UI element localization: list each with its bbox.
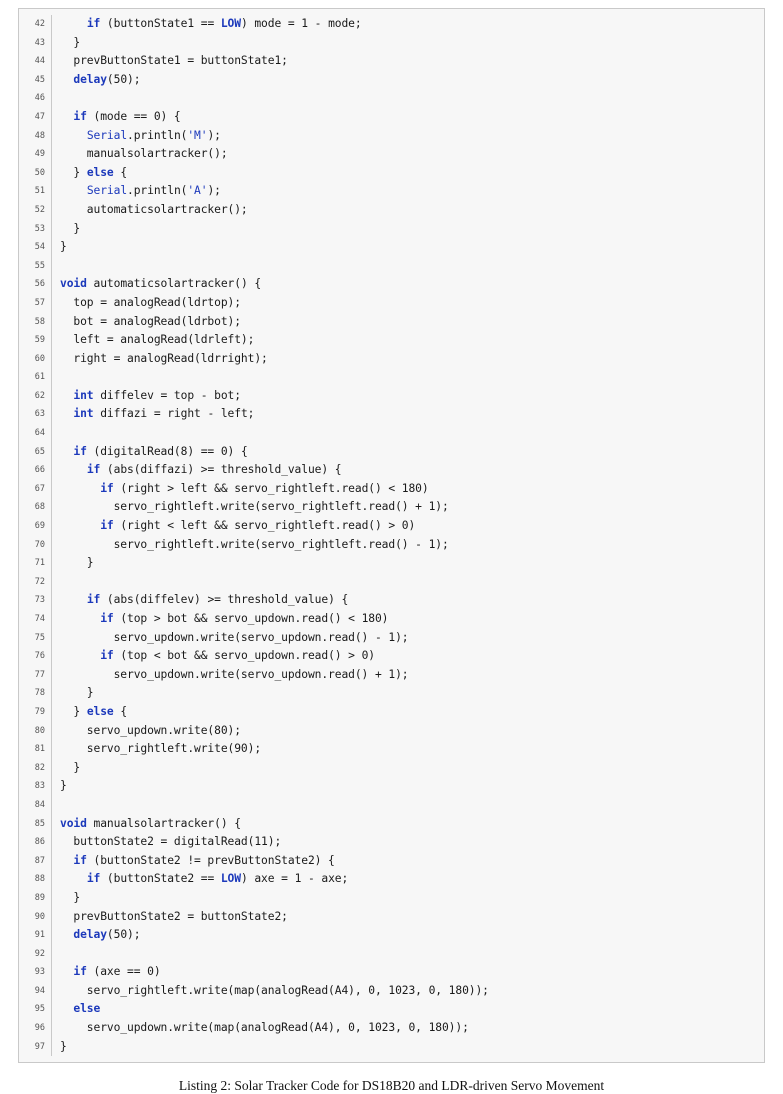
code-text [52, 1019, 764, 1038]
code-text [52, 127, 764, 146]
code-text [52, 833, 764, 852]
code-line [19, 108, 764, 127]
code-text [52, 443, 764, 462]
line-number: 55 [34, 260, 45, 271]
line-number: 48 [34, 130, 45, 141]
code-token: (buttonState2 == [100, 872, 221, 886]
code-text [52, 405, 764, 424]
code-token-kw: if [86, 17, 101, 30]
line-number: 44 [34, 56, 45, 67]
code-text [52, 350, 764, 369]
code-text [52, 759, 764, 778]
code-text [52, 1000, 764, 1019]
code-text [52, 591, 764, 610]
line-number: 95 [34, 1004, 45, 1015]
code-text [52, 722, 764, 741]
code-token: servo_rightleft.write(servo_rightleft.read() + 1); [60, 500, 449, 514]
code-line [19, 424, 764, 443]
code-token-kw: if [100, 519, 114, 533]
code-line [19, 368, 764, 387]
code-token-kw: delay [73, 928, 107, 942]
code-text [52, 461, 764, 480]
code-text [52, 71, 764, 90]
code-token-kw: LOW [220, 17, 241, 30]
code-token: prevButtonState1 = buttonState1; [60, 54, 288, 68]
code-token: servo_updown.write(servo_updown.read() + 1); [60, 667, 409, 681]
line-number: 50 [34, 167, 45, 178]
code-token: servo_rightleft.write(servo_rightleft.read() - 1); [60, 537, 449, 551]
code-line [19, 238, 764, 257]
code-line [19, 461, 764, 480]
code-token [60, 445, 73, 458]
code-line [19, 759, 764, 778]
code-line [19, 182, 764, 201]
code-token [60, 407, 73, 420]
code-token-kw: if [100, 649, 114, 663]
code-token: ) mode = 1 - mode; [240, 17, 362, 30]
code-text [52, 294, 764, 313]
code-token: { [113, 704, 128, 718]
line-number: 94 [34, 985, 45, 996]
code-line [19, 796, 764, 815]
line-number: 70 [34, 539, 45, 550]
code-token-kw: if [73, 853, 87, 867]
code-token-kw: void [60, 816, 87, 830]
code-text [52, 145, 764, 164]
code-token-kw: if [86, 593, 101, 607]
code-text [52, 852, 764, 871]
line-number: 47 [34, 111, 45, 122]
code-token [60, 17, 87, 30]
code-token [60, 129, 87, 142]
code-token: (buttonState2 != prevButtonState2) { [86, 853, 335, 867]
code-token: { [113, 165, 128, 179]
code-text [52, 815, 764, 834]
code-token-kw: void [60, 277, 87, 291]
code-token: servo_updown.write(servo_updown.read() - 1); [60, 630, 409, 644]
code-text [52, 89, 764, 108]
code-token: } [60, 240, 67, 254]
line-number: 51 [34, 186, 45, 197]
code-text [52, 740, 764, 759]
line-number: 64 [34, 428, 45, 439]
code-token [60, 649, 100, 662]
code-token-kw: LOW [220, 872, 241, 886]
code-token-kw: int [73, 407, 94, 421]
code-token-kw: else [86, 704, 114, 718]
code-token: (mode == 0) { [86, 109, 181, 123]
line-number: 80 [34, 725, 45, 736]
code-line [19, 498, 764, 517]
code-line [19, 145, 764, 164]
code-token: ) axe = 1 - axe; [240, 872, 349, 886]
code-line [19, 201, 764, 220]
code-line [19, 610, 764, 629]
code-token: .println( [127, 128, 188, 142]
code-token [60, 389, 73, 402]
line-number: 91 [34, 930, 45, 941]
code-token: (digitalRead(8) == 0) { [86, 444, 248, 458]
code-line [19, 443, 764, 462]
code-line [19, 15, 764, 34]
code-token: buttonState2 = digitalRead(11); [60, 835, 282, 849]
code-line [19, 963, 764, 982]
code-token-kw: else [73, 1002, 101, 1016]
code-token: ); [207, 128, 221, 142]
code-token-kw: if [73, 109, 87, 123]
code-text [52, 331, 764, 350]
code-token: automaticsolartracker() { [86, 277, 262, 291]
code-token: (50); [106, 928, 141, 942]
code-line [19, 777, 764, 796]
line-number: 52 [34, 204, 45, 215]
code-text [52, 480, 764, 499]
code-line [19, 647, 764, 666]
code-token-kw: if [73, 444, 87, 458]
code-line [19, 220, 764, 239]
line-number: 69 [34, 521, 45, 532]
code-line [19, 127, 764, 146]
line-number: 57 [34, 297, 45, 308]
code-token: (top < bot && servo_updown.read() > 0) [113, 649, 375, 663]
code-token: prevButtonState2 = buttonState2; [60, 909, 288, 923]
code-token: (right < left && servo_rightleft.read() > 0) [113, 519, 416, 533]
line-number: 74 [34, 614, 45, 624]
line-number: 79 [34, 706, 45, 717]
code-line [19, 554, 764, 573]
line-number: 86 [34, 837, 45, 848]
code-token: (top > bot && servo_updown.read() < 180) [113, 612, 389, 625]
code-text [52, 777, 764, 796]
code-token: } [60, 760, 81, 774]
code-token-cls: Serial [86, 184, 128, 198]
line-number: 81 [34, 744, 45, 755]
line-number: 62 [34, 390, 45, 401]
code-token: } [60, 779, 67, 793]
line-number: 60 [34, 353, 45, 364]
code-text [52, 629, 764, 648]
code-line [19, 722, 764, 741]
line-number: 43 [34, 37, 45, 48]
code-line [19, 405, 764, 424]
code-line [19, 889, 764, 908]
code-token: } [60, 1039, 67, 1053]
code-token-kw: if [100, 481, 114, 495]
code-token-kw: if [86, 872, 101, 886]
code-line [19, 71, 764, 90]
code-token [60, 612, 100, 625]
code-token: servo_rightleft.write(map(analogRead(A4), 0, 1023, 0, 180)); [60, 983, 489, 997]
code-line [19, 536, 764, 555]
code-text [52, 554, 764, 573]
code-listing-block [18, 8, 765, 1063]
code-line [19, 275, 764, 294]
code-token [60, 73, 73, 86]
code-text [52, 182, 764, 201]
code-line [19, 982, 764, 1001]
code-token: right = analogRead(ldrright); [60, 351, 268, 365]
code-line [19, 52, 764, 71]
code-token: servo_rightleft.write(90); [60, 742, 262, 756]
code-line [19, 870, 764, 889]
line-number: 42 [34, 19, 45, 29]
code-text [52, 257, 764, 276]
code-text [52, 34, 764, 53]
code-line [19, 945, 764, 964]
code-text [52, 536, 764, 555]
line-number: 54 [34, 242, 45, 253]
code-token [60, 1002, 73, 1015]
code-token-str: 'A' [187, 184, 208, 198]
code-token: } [60, 556, 94, 570]
code-text [52, 220, 764, 239]
line-number: 92 [34, 948, 45, 959]
code-text [52, 963, 764, 982]
line-number: 84 [34, 799, 45, 810]
code-token [60, 463, 87, 476]
line-number: 56 [34, 279, 45, 290]
code-token: servo_updown.write(map(analogRead(A4), 0, 1023, 0, 180)); [60, 1021, 469, 1035]
code-token: manualsolartracker() { [86, 816, 241, 830]
code-token: (abs(diffazi) >= threshold_value) { [100, 463, 342, 477]
code-text [52, 108, 764, 127]
code-token: } [60, 221, 81, 235]
line-number: 68 [34, 502, 45, 513]
line-number: 88 [34, 874, 45, 885]
code-token: servo_updown.write(80); [60, 723, 241, 737]
line-number: 87 [34, 855, 45, 866]
line-number: 58 [34, 316, 45, 327]
code-line [19, 313, 764, 332]
code-line [19, 89, 764, 108]
code-line [19, 815, 764, 834]
line-number: 90 [34, 911, 45, 922]
code-table [19, 15, 764, 1056]
code-text [52, 982, 764, 1001]
line-number: 66 [34, 465, 45, 476]
line-number: 75 [34, 632, 45, 643]
line-number: 89 [34, 892, 45, 903]
code-token-cls: Serial [86, 128, 128, 142]
code-token [60, 593, 87, 606]
code-token: bot = analogRead(ldrbot); [60, 314, 241, 328]
code-line [19, 294, 764, 313]
code-token: manualsolartracker(); [60, 147, 228, 161]
code-token: diffazi = right - left; [93, 407, 255, 421]
code-line [19, 1019, 764, 1038]
code-text [52, 517, 764, 536]
line-number: 96 [34, 1023, 45, 1034]
code-text [52, 610, 764, 629]
code-text [52, 945, 764, 964]
line-number: 65 [34, 446, 45, 457]
code-token [60, 482, 100, 495]
line-number: 67 [34, 483, 45, 494]
line-number: 97 [34, 1041, 45, 1052]
line-number: 53 [34, 223, 45, 234]
code-line [19, 852, 764, 871]
code-token [60, 872, 87, 885]
code-token: } [60, 890, 81, 904]
line-number: 76 [34, 651, 45, 662]
code-text [52, 684, 764, 703]
code-token: } [60, 686, 94, 700]
code-token: (right > left && servo_rightleft.read() < 180) [113, 481, 429, 495]
code-body [19, 15, 764, 1056]
code-token: ); [207, 184, 221, 198]
code-line [19, 666, 764, 685]
code-token [60, 110, 73, 123]
code-token-kw: if [86, 463, 101, 477]
code-text [52, 889, 764, 908]
code-line [19, 1000, 764, 1019]
code-token-kw: if [100, 612, 114, 625]
code-token [60, 965, 73, 978]
code-text [52, 15, 764, 34]
code-text [52, 573, 764, 592]
code-token: top = analogRead(ldrtop); [60, 295, 241, 309]
code-token: (axe == 0) [86, 965, 161, 979]
code-token [60, 184, 87, 197]
code-text [52, 926, 764, 945]
code-token-kw: if [73, 965, 87, 979]
line-number: 59 [34, 335, 45, 346]
code-text [52, 796, 764, 815]
code-text [52, 666, 764, 685]
code-text [52, 647, 764, 666]
code-token [60, 519, 100, 532]
code-line [19, 1038, 764, 1057]
code-line [19, 34, 764, 53]
code-token: (abs(diffelev) >= threshold_value) { [100, 593, 349, 607]
code-text [52, 164, 764, 183]
code-text [52, 275, 764, 294]
code-text [52, 201, 764, 220]
line-number: 61 [34, 372, 45, 383]
code-line [19, 387, 764, 406]
line-number: 46 [34, 93, 45, 104]
line-number: 63 [34, 409, 45, 420]
code-line [19, 833, 764, 852]
code-line [19, 684, 764, 703]
code-token: left = analogRead(ldrleft); [60, 333, 255, 347]
code-line [19, 517, 764, 536]
code-token: .println( [127, 184, 188, 198]
line-number: 71 [34, 558, 45, 569]
line-number: 45 [34, 74, 45, 85]
code-token: } [60, 35, 81, 49]
line-number: 82 [34, 762, 45, 773]
code-token: } [60, 704, 87, 718]
code-text [52, 313, 764, 332]
code-text [52, 1038, 764, 1057]
code-line [19, 257, 764, 276]
listing-caption: Listing 2: Solar Tracker Code for DS18B20 and LDR-driven Servo Movement [178, 1078, 605, 1094]
code-line [19, 908, 764, 927]
code-line [19, 703, 764, 722]
line-number: 78 [34, 688, 45, 699]
code-line [19, 591, 764, 610]
code-text [52, 870, 764, 889]
code-text [52, 368, 764, 387]
line-number: 73 [34, 595, 45, 606]
code-token [60, 854, 73, 867]
code-token: (50); [106, 72, 141, 86]
code-text [52, 703, 764, 722]
line-number: 49 [34, 149, 45, 160]
code-text [52, 238, 764, 257]
line-number: 72 [34, 576, 45, 587]
line-number: 83 [34, 781, 45, 792]
code-line [19, 164, 764, 183]
code-token: automaticsolartracker(); [60, 202, 248, 216]
code-token-kw: int [73, 388, 94, 402]
code-line [19, 740, 764, 759]
code-line [19, 350, 764, 369]
code-token: } [60, 165, 87, 179]
code-text [52, 908, 764, 927]
line-number: 85 [34, 818, 45, 829]
line-number: 93 [34, 967, 45, 978]
code-token: diffelev = top - bot; [93, 388, 241, 402]
code-line [19, 926, 764, 945]
code-token-str: 'M' [187, 128, 208, 142]
code-token-kw: delay [73, 72, 107, 86]
code-line [19, 573, 764, 592]
line-number: 77 [34, 669, 45, 680]
code-token [60, 928, 73, 941]
code-token-kw: else [86, 165, 114, 179]
code-text [52, 387, 764, 406]
code-line [19, 331, 764, 350]
code-text [52, 498, 764, 517]
code-line [19, 629, 764, 648]
code-text [52, 52, 764, 71]
code-text [52, 424, 764, 443]
code-token: (buttonState1 == [100, 17, 221, 30]
code-line [19, 480, 764, 499]
